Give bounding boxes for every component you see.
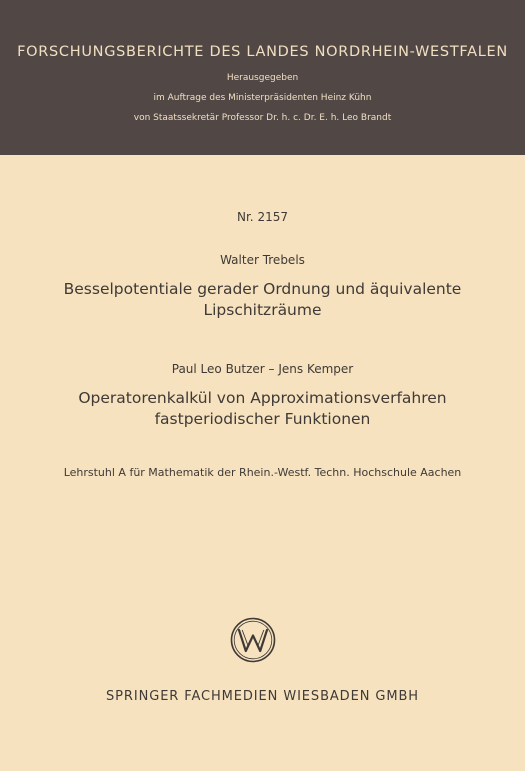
issue-number: Nr. 2157 [237, 210, 288, 224]
affiliation: Lehrstuhl A für Mathematik der Rhein.-Westf. Techn. Hochschule Aachen [63, 466, 462, 479]
author-1: Walter Trebels [220, 253, 305, 267]
work-title-1 [0, 279, 525, 321]
work-title-1-line-2: Lipschitzräume [203, 301, 322, 319]
publisher-w-monogram-logo-icon [230, 617, 276, 663]
work-title-2 [0, 388, 525, 430]
work-title-1-line-1: Besselpotentiale gerader Ordnung und äquivalente [63, 280, 462, 298]
series-title: FORSCHUNGSBERICHTE DES LANDES NORDRHEIN-WESTFALEN [17, 44, 508, 60]
editor-line-2: im Auftrage des Ministerpräsidenten Heinz Kühn [153, 93, 372, 103]
editor-line-3: von Staatssekretär Professor Dr. h. c. Dr. E. h. Leo Brandt [133, 113, 392, 123]
publisher-name: SPRINGER FACHMEDIEN WIESBADEN GMBH [106, 689, 419, 704]
series-header-band [0, 0, 525, 155]
author-2: Paul Leo Butzer – Jens Kemper [171, 362, 354, 376]
work-title-2-line-2: fastperiodischer Funktionen [154, 410, 371, 428]
editor-line-1: Herausgegeben [226, 73, 299, 83]
work-title-2-line-1: Operatorenkalkül von Approximationsverfahren [78, 389, 447, 407]
